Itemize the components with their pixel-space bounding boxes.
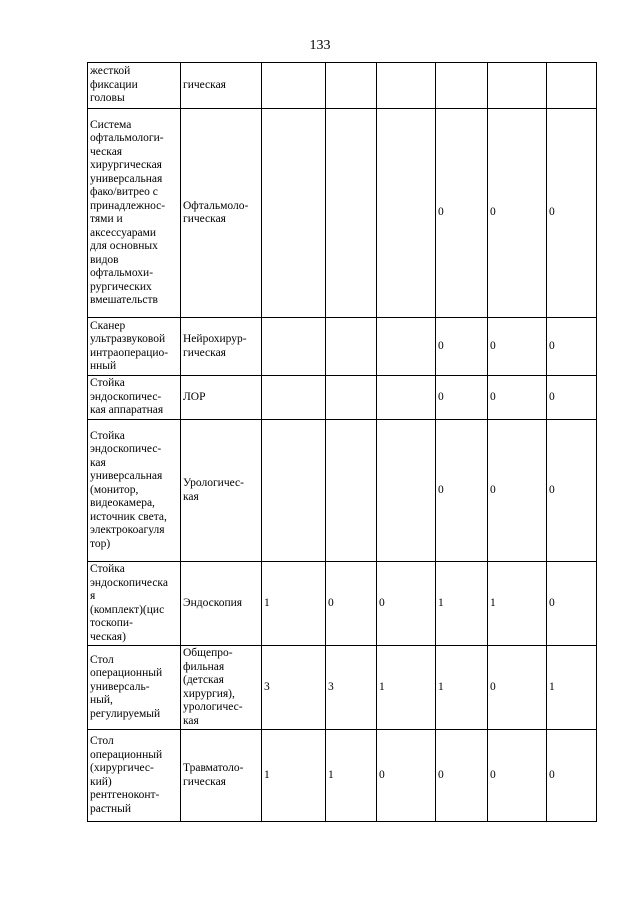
value-cell: 0 (326, 562, 377, 646)
value-cell: 1 (262, 730, 326, 822)
value-cell: 0 (488, 109, 547, 318)
equipment-name: Сканер ультразвуковой интраоперацио- нный (90, 319, 169, 372)
value-cell: 0 (547, 420, 597, 562)
table-row (88, 318, 597, 376)
value-cell (547, 63, 597, 109)
value-cell: 1 (488, 562, 547, 646)
department-cell (181, 562, 262, 646)
department-cell (181, 318, 262, 376)
value-cell (377, 109, 436, 318)
department-name: Травматоло- гическая (183, 762, 244, 788)
value-cell: 0 (488, 420, 547, 562)
equipment-name: Стол операционный универсаль- ный, регулируемый (90, 653, 163, 720)
table-row (88, 63, 597, 109)
equipment-name: Стойка эндоскопичес- кая универсальная (монитор, видеокамера, источник света, электрокоагуля тор) (90, 429, 167, 550)
value-cell: 0 (488, 646, 547, 730)
equipment-name-cell (88, 63, 181, 109)
value-cell (377, 318, 436, 376)
value-cell: 0 (436, 318, 488, 376)
department-cell (181, 730, 262, 822)
value-cell: 0 (436, 109, 488, 318)
value-cell (262, 63, 326, 109)
equipment-name-cell (88, 376, 181, 420)
table-row (88, 730, 597, 822)
value-cell (377, 420, 436, 562)
value-cell: 1 (377, 646, 436, 730)
table-row (88, 420, 597, 562)
value-cell (262, 376, 326, 420)
department-cell (181, 420, 262, 562)
value-cell (326, 109, 377, 318)
value-cell (436, 63, 488, 109)
value-cell: 0 (547, 318, 597, 376)
value-cell: 0 (436, 376, 488, 420)
equipment-name-cell (88, 318, 181, 376)
department-name: гическая (183, 78, 226, 91)
value-cell: 1 (436, 562, 488, 646)
value-cell: 1 (547, 646, 597, 730)
department-cell (181, 376, 262, 420)
value-cell: 1 (262, 562, 326, 646)
value-cell (326, 63, 377, 109)
value-cell (377, 63, 436, 109)
value-cell: 0 (547, 376, 597, 420)
equipment-name: Система офтальмологи- ческая хирургическая универсальная фако/витрео с принадлежнос- тями и аксессуарами для основных видов офтальмохи- рургических вмешательств (90, 118, 166, 306)
value-cell: 0 (488, 730, 547, 822)
equipment-name-cell (88, 730, 181, 822)
value-cell (262, 420, 326, 562)
department-name: Урологичес- кая (183, 477, 244, 503)
equipment-name: жесткой фиксации головы (90, 65, 138, 105)
equipment-name: Стойка эндоскопическа я (комплект)(цис тоскопи- ческая) (90, 563, 168, 643)
value-cell: 1 (436, 646, 488, 730)
equipment-table (87, 62, 597, 822)
value-cell (488, 63, 547, 109)
value-cell: 0 (547, 109, 597, 318)
value-cell (326, 318, 377, 376)
equipment-name-cell (88, 562, 181, 646)
value-cell: 0 (436, 420, 488, 562)
department-cell (181, 109, 262, 318)
equipment-name-cell (88, 420, 181, 562)
value-cell: 0 (488, 318, 547, 376)
value-cell: 0 (488, 376, 547, 420)
table-row (88, 109, 597, 318)
department-cell (181, 63, 262, 109)
department-cell (181, 646, 262, 730)
value-cell: 0 (377, 730, 436, 822)
equipment-name: Стойка эндоскопичес- кая аппаратная (90, 377, 164, 417)
table-row (88, 376, 597, 420)
department-name: ЛОР (183, 390, 206, 403)
department-name: Нейрохирур- гическая (183, 333, 247, 359)
page-number: 133 (309, 38, 331, 53)
department-name: Офтальмоло- гическая (183, 199, 249, 225)
value-cell: 3 (262, 646, 326, 730)
equipment-name-cell (88, 646, 181, 730)
table-row (88, 646, 597, 730)
value-cell: 0 (436, 730, 488, 822)
value-cell: 0 (547, 562, 597, 646)
value-cell (377, 376, 436, 420)
equipment-name: Стол операционный (хирургичес- кий) рентгеноконт- растный (90, 735, 163, 815)
department-name: Эндоскопия (183, 596, 243, 609)
value-cell: 0 (547, 730, 597, 822)
value-cell (326, 376, 377, 420)
value-cell (262, 109, 326, 318)
value-cell: 1 (326, 730, 377, 822)
equipment-name-cell (88, 109, 181, 318)
value-cell (262, 318, 326, 376)
value-cell: 0 (377, 562, 436, 646)
table-row (88, 562, 597, 646)
value-cell (326, 420, 377, 562)
value-cell: 3 (326, 646, 377, 730)
department-name: Общепро- фильная (детская хирургия), урологичес- кая (183, 647, 243, 727)
